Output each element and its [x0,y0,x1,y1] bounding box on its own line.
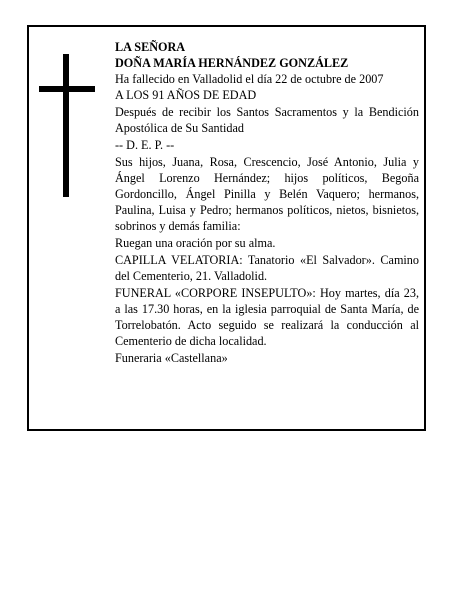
death-announcement: Ha fallecido en Valladolid el día 22 de octubre de 2007 [115,72,384,86]
obituary-title: LA SEÑORA [115,40,186,54]
deceased-name: DOÑA MARÍA HERNÁNDEZ GONZÁLEZ [115,56,349,70]
family-paragraph: Sus hijos, Juana, Rosa, Crescencio, José Antonio, Julia y Ángel Lorenzo Hernández; hijos políticos, Begoña Gordoncillo, Ángel Pinilla y Belén Vaquero; hermanos, Paulina, Luisa y Pedro; hermanos políticos, nietos, bisnietos, sobrinos y demás familia: [115,155,419,233]
funeral-home: Funeraria «Castellana» [115,351,228,365]
sacraments-paragraph: Después de recibir los Santos Sacramentos y la Bendición Apostólica de Su Santidad [115,105,419,135]
obituary-text [115,39,419,366]
chapel-paragraph: CAPILLA VELATORIA: Tanatorio «El Salvador». Camino del Cementerio, 21. Valladolid. [115,253,419,283]
cross-icon-vertical-bar [63,54,69,197]
prayer-request: Ruegan una oración por su alma. [115,236,276,250]
funeral-paragraph: FUNERAL «CORPORE INSEPULTO»: Hoy martes, día 23, a las 17.30 horas, en la iglesia parroquial de Santa María, de Torrelobatón. Acto seguido se realizará la conducción al Cementerio de dicha localidad. [115,286,419,348]
cross-icon-horizontal-bar [39,86,95,92]
age-at-death: A LOS 91 AÑOS DE EDAD [115,88,257,102]
rip-line: -- D. E. P. -- [115,138,175,152]
